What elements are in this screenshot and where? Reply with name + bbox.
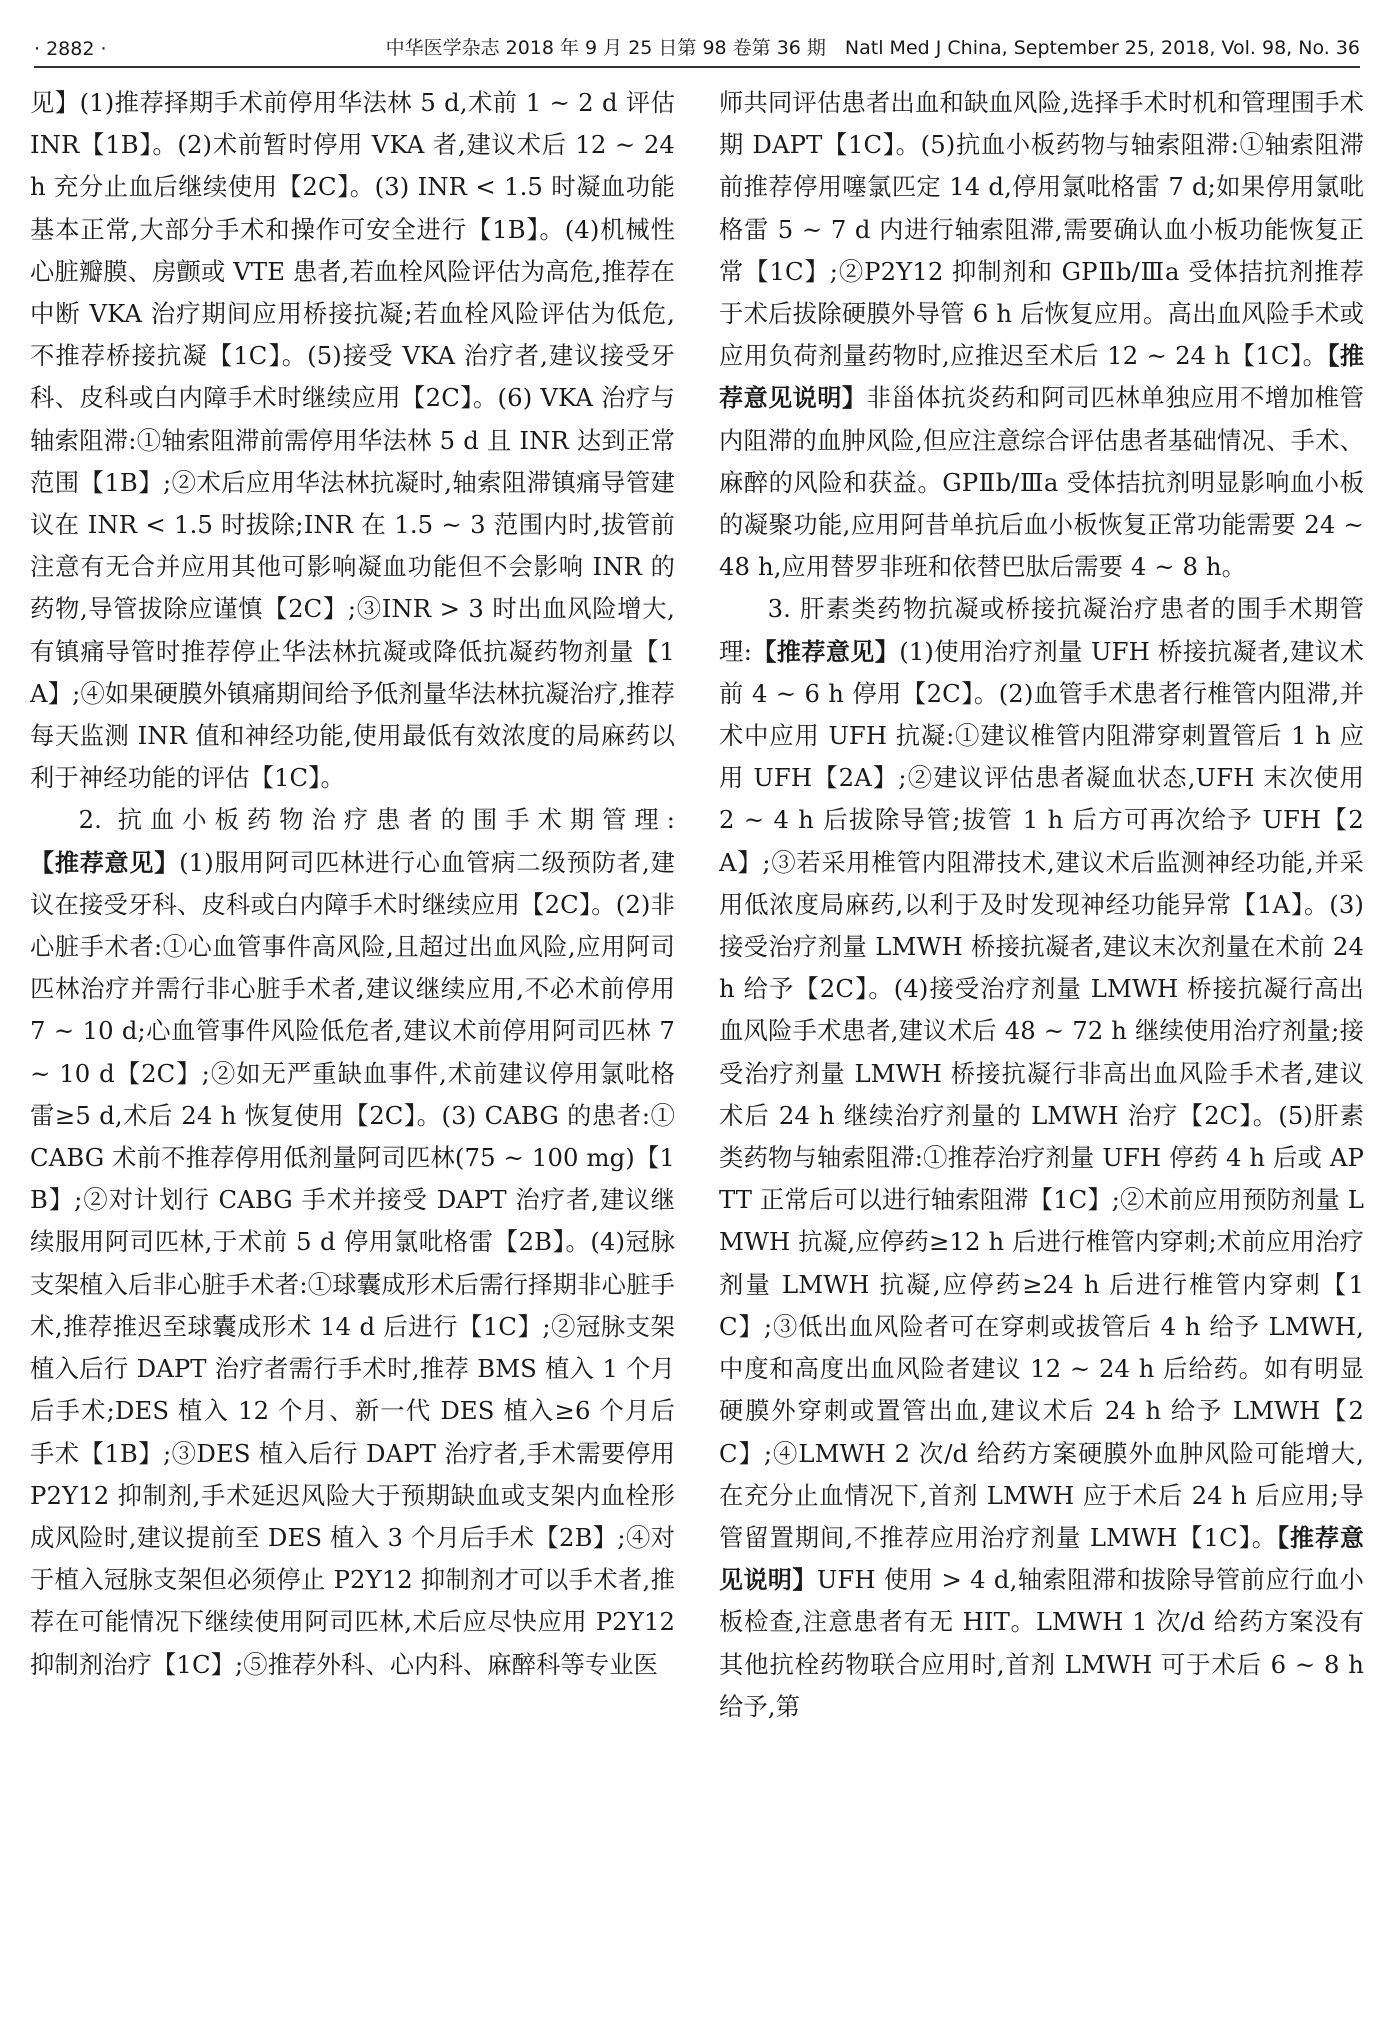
heparin-note-text: UFH 使用 > 4 d,轴索阻滞和拔除导管前应行血小板检查,注意患者有无 HIT。LMWH 1 次/d 给药方案没有其他抗栓药物联合应用时,首剂 LMWH 可于术后 6 ~ 8 h 给予,第 xyxy=(719,1565,1364,1721)
heparin-heading: 3. 肝素类药物抗凝或桥接抗凝治疗患者的围手术期管理: xyxy=(719,594,1364,666)
running-header xyxy=(34,20,1360,68)
heparin-section xyxy=(719,588,1364,1727)
body-columns xyxy=(30,82,1364,2024)
heparin-text: (1)使用治疗剂量 UFH 桥接抗凝者,建议术前 4 ~ 6 h 停用【2C】。(2)血管手术患者行椎管内阻滞,并术中应用 UFH 抗凝:①建议椎管内阻滞穿刺置管后 1 h 应用 UFH【2A】;②建议评估患者凝血状态,UFH 末次使用 2 ~ 4 h 后拔除导管;拔管 1 h 后方可再次给予 UFH【2A】;③若采用椎管内阻滞技术,建议术后监测神经功能,并采用低浓度局麻药,以利于及时发现神经功能异常【1A】。(3)接受治疗剂量 LMWH 桥接抗凝者,建议末次剂量在术前 24 h 给予【2C】。(4)接受治疗剂量 LMWH 桥接抗凝行高出血风险手术患者,建议术后 48 ~ 72 h 继续使用治疗剂量;接受治疗剂量 LMWH 桥接抗凝行非高出血风险手术者,建议术后 24 h 继续治疗剂量的 LMWH 治疗【2C】。(5)肝素类药物与轴索阻滞:①推荐治疗剂量 UFH 停药 4 h 后或 APTT 正常后可以进行轴索阻滞【1C】;②术前应用预防剂量 LMWH 抗凝,应停药≥12 h 后进行椎管内穿刺;术前应用治疗剂量 LMWH 抗凝,应停药≥24 h 后进行椎管内穿刺【1C】;③低出血风险者可在穿刺或拔管后 4 h 给予 LMWH,中度和高度出血风险者建议 12 ~ 24 h 后给药。如有明显硬膜外穿刺或置管出血,建议术后 24 h 给予 LMWH【2C】;④LMWH 2 次/d 给药方案硬膜外血肿风险可能增大,在充分止血情况下,首剂 LMWH 应于术后 24 h 后应用;导管留置期间,不推荐应用治疗剂量 LMWH【1C】。 xyxy=(719,636,1364,1552)
left-column xyxy=(30,82,675,2024)
antiplatelet-continued-text: 师共同评估患者出血和缺血风险,选择手术时机和管理围手术期 DAPT【1C】。(5)抗血小板药物与轴索阻滞:①轴索阻滞前推荐停用噻氯匹定 14 d,停用氯吡格雷 7 d;如果停用氯吡格雷 5 ~ 7 d 内进行轴索阻滞,需要确认血小板功能恢复正常【1C】;②P2Y12 抑制剂和 GPⅡb/Ⅲa 受体拮抗剂推荐于术后拔除硬膜外导管 6 h 后恢复应用。高出血风险手术或应用负荷剂量药物时,应推迟至术后 12 ~ 24 h【1C】。 xyxy=(719,88,1364,371)
antiplatelet-continued xyxy=(719,82,1364,588)
antiplatelet-text: (1)服用阿司匹林进行心血管病二级预防者,建议在接受牙科、皮科或白内障手术时继续应用【2C】。(2)非心脏手术者:①心血管事件高风险,且超过出血风险,应用阿司匹林治疗并需行非心脏手术者,建议继续应用,不必术前停用 7 ~ 10 d;心血管事件风险低危者,建议术前停用阿司匹林 7 ~ 10 d【2C】;②如无严重缺血事件,术前建议停用氯吡格雷≥5 d,术后 24 h 恢复使用【2C】。(3) CABG 的患者:①CABG 术前不推荐停用低剂量阿司匹林(75 ~ 100 mg)【1B】;②对计划行 CABG 手术并接受 DAPT 治疗者,建议继续服用阿司匹林,于术前 5 d 停用氯吡格雷【2B】。(4)冠脉支架植入后非心脏手术者:①球囊成形术后需行择期非心脏手术,推荐推迟至球囊成形术 14 d 后进行【1C】;②冠脉支架植入后行 DAPT 治疗者需行手术时,推荐 BMS 植入 1 个月后手术;DES 植入 12 个月、新一代 DES 植入≥6 个月后手术【1B】;③DES 植入后行 DAPT 治疗者,手术需要停用 P2Y12 抑制剂,手术延迟风险大于预期缺血或支架内血栓形成风险时,建议提前至 DES 植入 3 个月后手术【2B】;④对于植入冠脉支架但必须停止 P2Y12 抑制剂才可以手术者,推荐在可能情况下继续使用阿司匹林,术后应尽快应用 P2Y12 抑制剂治疗【1C】;⑤推荐外科、心内科、麻醉科等专业医 xyxy=(30,847,675,1679)
antiplatelet-note-text: 非甾体抗炎药和阿司匹林单独应用不增加椎管内阻滞的血肿风险,但应注意综合评估患者基础情况、手术、麻醉的风险和获益。GPⅡb/Ⅲa 受体拮抗剂明显影响血小板的凝聚功能,应用阿昔单抗后血小板恢复正常功能需要 24 ~ 48 h,应用替罗非班和依替巴肽后需要 4 ~ 8 h。 xyxy=(719,383,1364,582)
recommendation-note-label: 【推荐意见说明】 xyxy=(719,342,1364,413)
right-column xyxy=(719,82,1364,2024)
recommendation-label: 【推荐意见】 xyxy=(30,848,180,877)
page-number: · 2882 · xyxy=(34,38,107,60)
antiplatelet-heading: 2. 抗血小板药物治疗患者的围手术期管理: xyxy=(78,805,675,835)
vka-recommendations xyxy=(30,82,675,799)
recommendation-note-label-2: 【推荐意见说明】 xyxy=(719,1523,1364,1595)
antiplatelet-section xyxy=(30,799,675,1685)
journal-citation: 中华医学杂志 2018 年 9 月 25 日第 98 卷第 36 期 Natl Med J China, September 25, 2018, Vol. 98, No. 36 xyxy=(385,37,1360,59)
vka-text: 见】(1)推荐择期手术前停用华法林 5 d,术前 1 ~ 2 d 评估 INR【1B】。(2)术前暂时停用 VKA 者,建议术后 12 ~ 24 h 充分止血后继续使用【2C】。(3) INR < 1.5 时凝血功能基本正常,大部分手术和操作可安全进行【1B】。(4)机械性心脏瓣膜、房颤或 VTE 患者,若血栓风险评估为高危,推荐在中断 VKA 治疗期间应用桥接抗凝;若血栓风险评估为低危,不推荐桥接抗凝【1C】。(5)接受 VKA 治疗者,建议接受牙科、皮科或白内障手术时继续应用【2C】。(6) VKA 治疗与轴索阻滞:①轴索阻滞前需停用华法林 5 d 且 INR 达到正常范围【1B】;②术后应用华法林抗凝时,轴索阻滞镇痛导管建议在 INR < 1.5 时拔除;INR 在 1.5 ~ 3 范围内时,拔管前注意有无合并应用其他可影响凝血功能但不会影响 INR 的药物,导管拔除应谨慎【2C】;③INR > 3 时出血风险增大,有镇痛导管时推荐停止华法林抗凝或降低抗凝药物剂量【1A】;④如果硬膜外镇痛期间给予低剂量华法林抗凝治疗,推荐每天监测 INR 值和神经功能,使用最低有效浓度的局麻药以利于神经功能的评估【1C】。 xyxy=(30,88,675,793)
recommendation-label-2: 【推荐意见】 xyxy=(752,637,900,666)
